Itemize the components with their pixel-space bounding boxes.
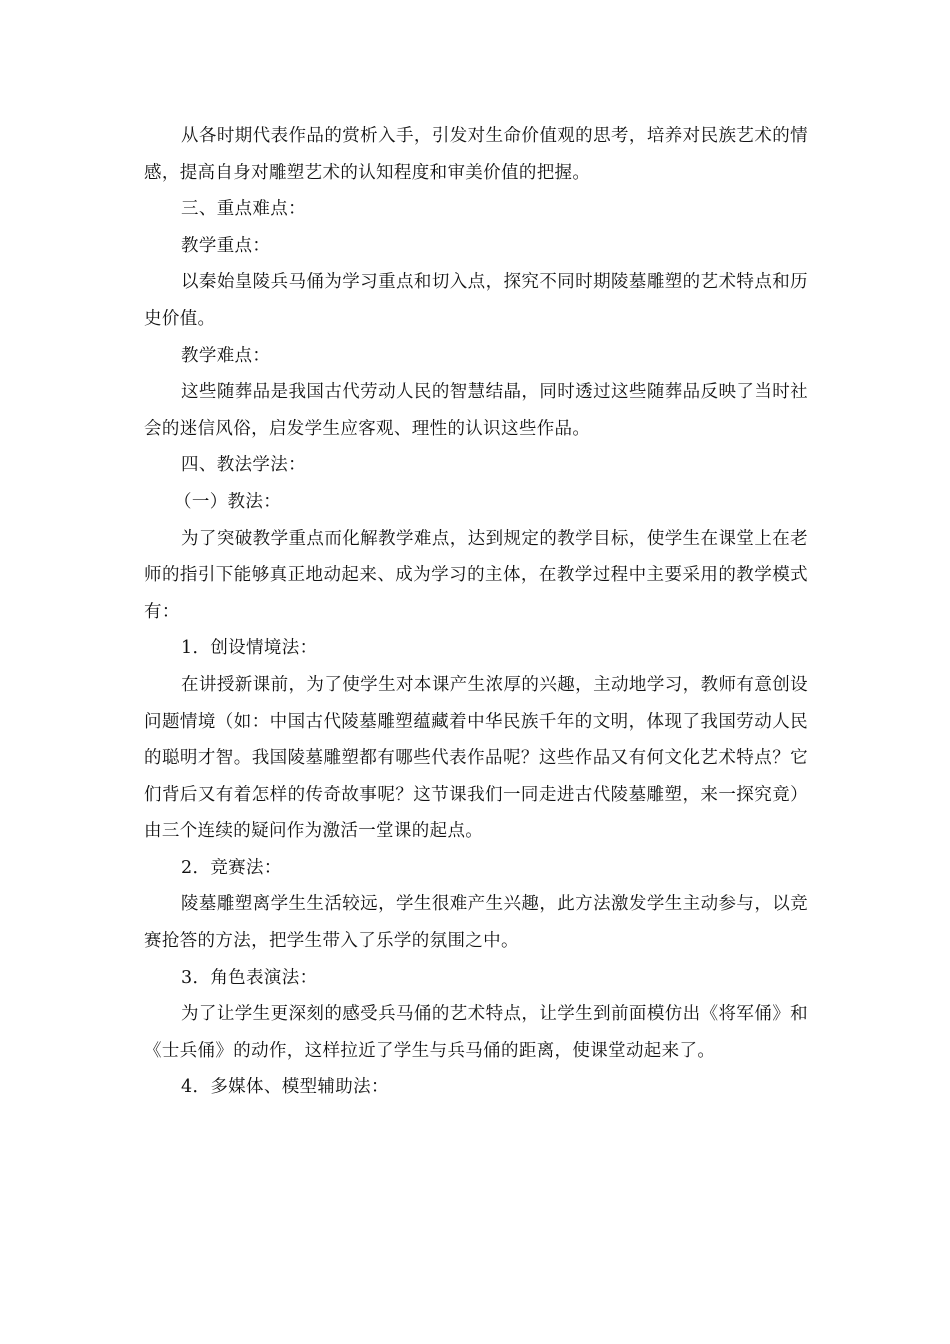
paragraph-teaching-difficulty: 这些随葬品是我国古代劳动人民的智慧结晶，同时透过这些随葬品反映了当时社会的迷信风俗，启发学生应客观、理性的认识这些作品。 <box>144 382 808 439</box>
paragraph-teaching-method: 为了突破教学重点而化解教学难点，达到规定的教学目标，使学生在课堂上在老师的指引下能够真正地动起来、成为学习的主体，在教学过程中主要采用的教学模式有： <box>144 528 808 622</box>
subheading-teaching-focus: 教学重点： <box>181 235 271 256</box>
section-heading-key-points: 三、重点难点： <box>181 199 306 220</box>
document-body <box>144 118 808 1106</box>
paragraph-situation: 在讲授新课前，为了使学生对本课产生浓厚的兴趣，主动地学习，教师有意创设问题情境（如：中国古代陵墓雕塑蕴藏着中华民族千年的文明，体现了我国劳动人民的聪明才智。我国陵墓雕塑都有哪些代表作品呢？这些作品又有何文化艺术特点？它们背后又有着怎样的传奇故事呢？这节课我们一同走进古代陵墓雕塑，来一探究竟）由三个连续的疑问作为激活一堂课的起点。 <box>144 674 808 842</box>
method-heading-multimedia: 4．多媒体、模型辅助法： <box>181 1077 389 1098</box>
subheading-teaching-method: （一）教法： <box>174 491 282 512</box>
paragraph-teaching-focus: 以秦始皇陵兵马俑为学习重点和切入点，探究不同时期陵墓雕塑的艺术特点和历史价值。 <box>144 272 808 329</box>
paragraph-goal-continuation: 从各时期代表作品的赏析入手，引发对生命价值观的思考，培养对民族艺术的情感，提高自身对雕塑艺术的认知程度和审美价值的把握。 <box>144 126 808 183</box>
method-heading-role-play: 3．角色表演法： <box>181 967 318 988</box>
paragraph-role-play: 为了让学生更深刻的感受兵马俑的艺术特点，让学生到前面模仿出《将军俑》和《士兵俑》的动作，这样拉近了学生与兵马俑的距离，使课堂动起来了。 <box>144 1004 808 1061</box>
paragraph-competition: 陵墓雕塑离学生生活较远，学生很难产生兴趣，此方法激发学生主动参与，以竞赛抢答的方法，把学生带入了乐学的氛围之中。 <box>144 894 808 952</box>
subheading-teaching-difficulty: 教学难点： <box>181 345 271 366</box>
method-heading-competition: 2．竞赛法： <box>181 857 282 878</box>
method-heading-situation: 1．创设情境法： <box>181 638 318 659</box>
section-heading-methods: 四、教法学法： <box>181 455 306 476</box>
